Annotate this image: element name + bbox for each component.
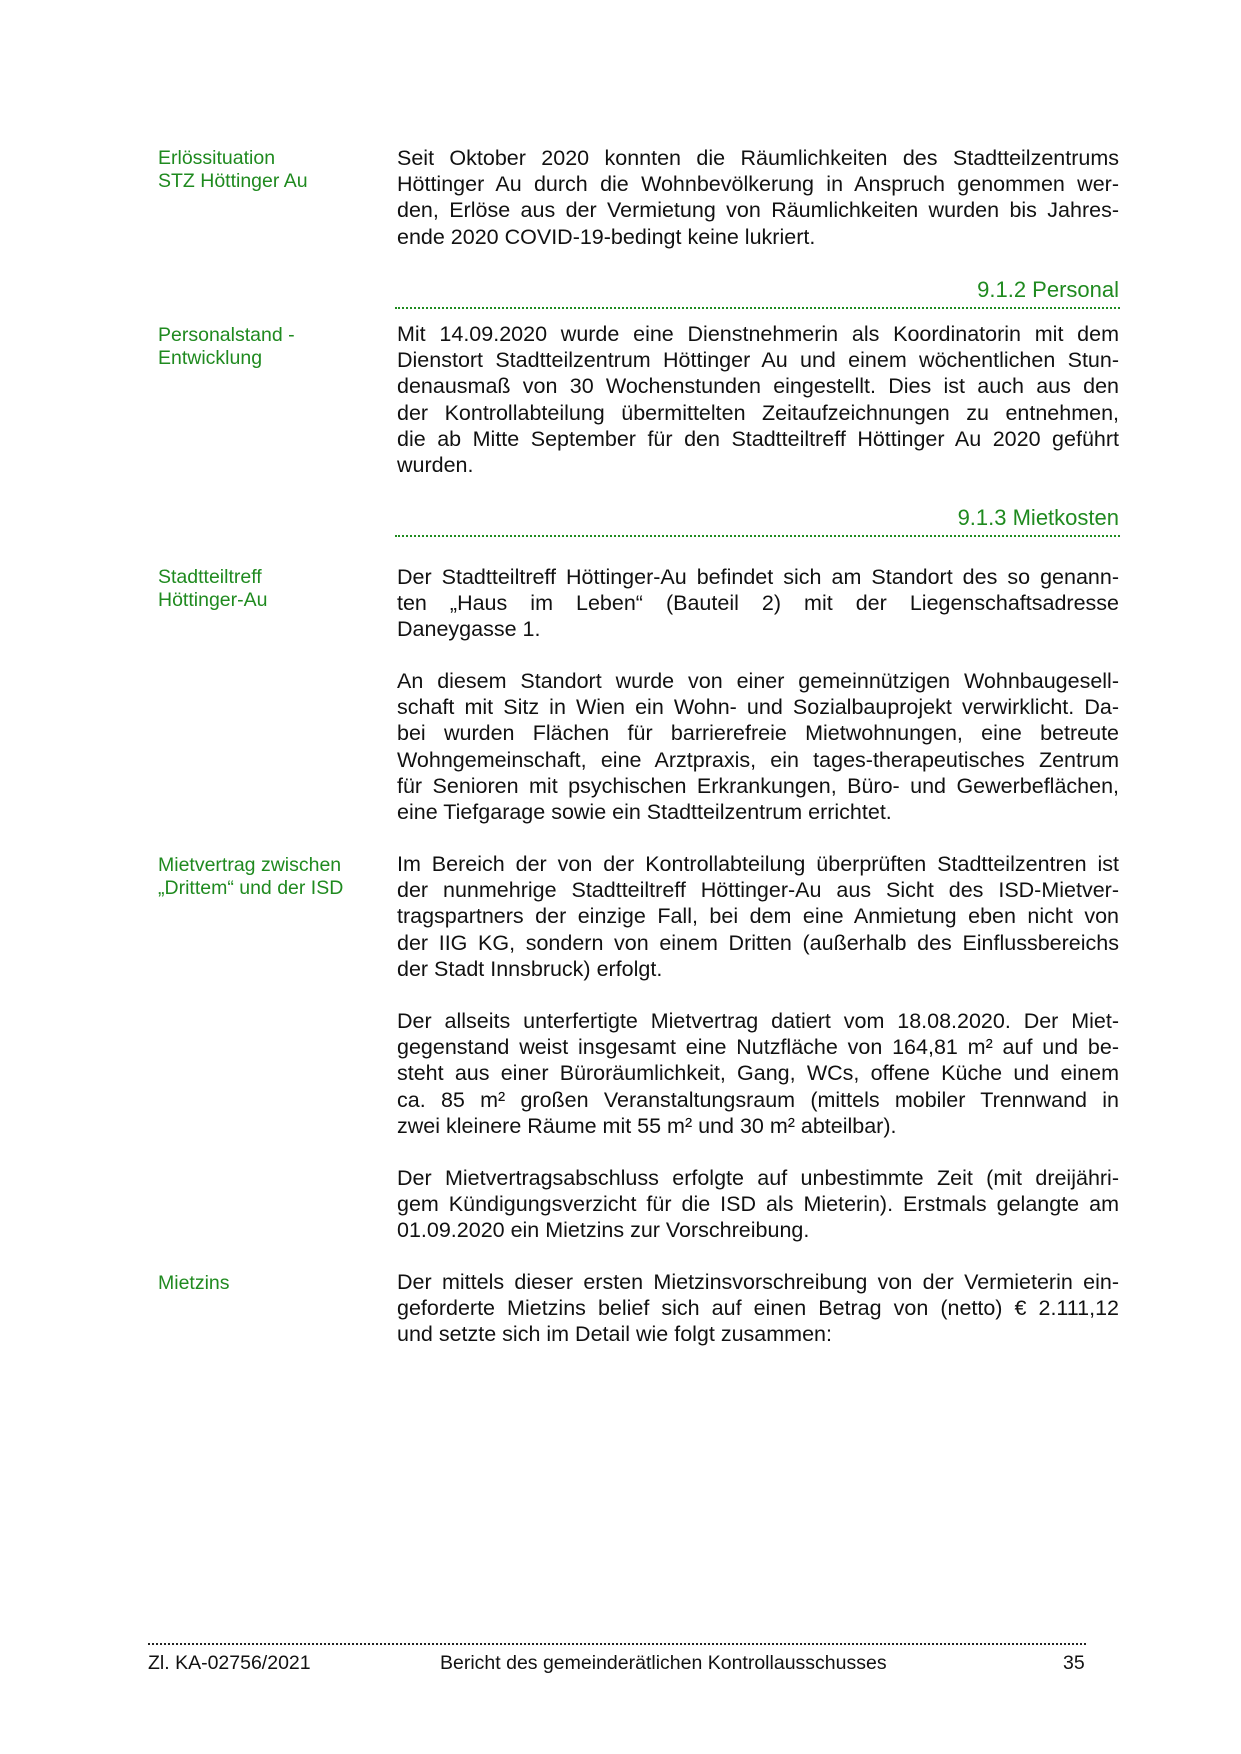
paragraph-vertragsabschluss: Der Mietvertragsabschluss erfolgte auf unbestimmte Zeit (mit dreijähri- gem Kündigungsverzicht für die ISD als Mieterin). Erstmals gelangte am 01.09.2020 ein Mietzins zur Vorschreibung. [397,1166,1119,1243]
section-heading-mietkosten: 9.1.3 Mietkosten [957,505,1119,530]
sidenote-personalstand: Personalstand - Entwicklung [158,324,295,369]
sidenote-mietvertrag: Mietvertrag zwischen „Drittem“ und der ISD [158,854,344,899]
paragraph-personal: Mit 14.09.2020 wurde eine Dienstnehmerin als Koordinatorin mit dem Dienstort Stadtteilzentrum Höttinger Au und einem wöchentlichen Stun- denausmaß von 30 Wochenstunden eingestellt. Dies ist auch aus den der Kontrollabteilung übermittelten Zeitaufzeichnungen zu entnehmen, die ab Mitte September für den Stadtteiltreff Höttinger Au 2020 geführt wurden. [397,322,1119,478]
sidenote-erloessituation: Erlössituation STZ Höttinger Au [158,147,308,192]
sidenote-stadtteiltreff: Stadtteiltreff Höttinger-Au [158,566,268,611]
paragraph-bauprojekt: An diesem Standort wurde von einer gemeinnützigen Wohnbaugesell- schaft mit Sitz in Wien ein Wohn- und Sozialbauprojekt verwirklicht. Da- bei wurden Flächen für barrierefreie Mietwohnungen, eine betreute Wohngemeinschaft, eine Arztpraxis, ein tages-therapeutisches Zentrum für Senioren mit psychischen Erkrankungen, Büro- und Gewerbeflächen, eine Tiefgarage sowie ein Stadtteilzentrum errichtet. [397,669,1119,825]
paragraph-mietzins: Der mittels dieser ersten Mietzinsvorschreibung von der Vermieterin ein- geforderte Mietzins belief sich auf einen Betrag von (netto) € 2.111,12 und setzte sich im Detail wie folgt zusammen: [397,1270,1119,1347]
footer-rule [148,1643,1086,1645]
paragraph-erloese: Seit Oktober 2020 konnten die Räumlichkeiten des Stadtteilzentrums Höttinger Au durch die Wohnbevölkerung in Anspruch genommen wer- den, Erlöse aus der Vermietung von Räumlichkeiten wurden bis Jahres- ende 2020 COVID-19-bedingt keine lukriert. [397,146,1119,249]
paragraph-mietgegenstand: Der allseits unterfertigte Mietvertrag datiert vom 18.08.2020. Der Miet- gegenstand weist insgesamt eine Nutzfläche von 164,81 m² auf und be- steht aus einer Büroräumlichkeit, Gang, WCs, offene Küche und einem ca. 85 m² großen Veranstaltungsraum (mittels mobiler Trennwand in zwei kleinere Räume mit 55 m² und 30 m² abteilbar). [397,1009,1119,1138]
section-heading-personal: 9.1.2 Personal [977,277,1119,302]
heading-rule-personal [395,307,1120,309]
footer-reference: Zl. KA-02756/2021 [148,1652,311,1674]
sidenote-mietzins: Mietzins [158,1272,230,1294]
paragraph-mietvertrag-dritter: Im Bereich der von der Kontrollabteilung überprüften Stadtteilzentren ist der nunmehrige Stadtteiltreff Höttinger-Au aus Sicht des ISD-Mietver- tragspartners der einzige Fall, bei dem eine Anmietung eben nicht von der IIG KG, sondern von einem Dritten (außerhalb des Einflussbereichs der Stadt Innsbruck) erfolgt. [397,852,1119,981]
footer-title: Bericht des gemeinderätlichen Kontrollausschusses [440,1652,887,1674]
paragraph-standort: Der Stadtteiltreff Höttinger-Au befindet sich am Standort des so genann- ten „Haus im Leben“ (Bauteil 2) mit der Liegenschaftsadresse Daneygasse 1. [397,565,1119,642]
footer-page-number: 35 [1063,1652,1085,1674]
heading-rule-mietkosten [395,535,1120,537]
